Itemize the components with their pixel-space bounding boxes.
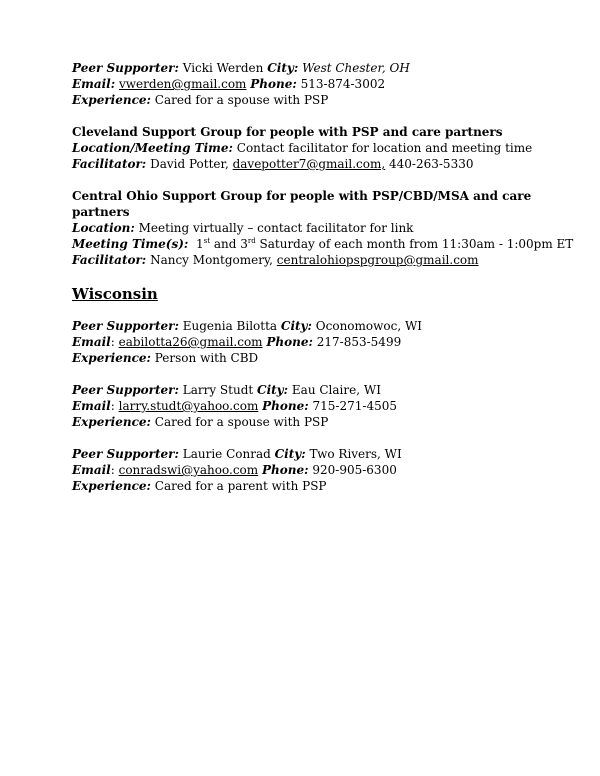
experience-label: Experience: xyxy=(72,415,151,429)
peer-supporter-entry: Peer Supporter: Laurie Conrad City: Two Rivers, WI Email: conradswi@yahoo.com Phone: 920-905-6300 Experience: Cared for a parent with PSP xyxy=(72,447,402,493)
meeting-time-first: 1 xyxy=(195,237,204,251)
peer-supporter-name: Vicki Werden xyxy=(182,61,264,75)
experience-value: Cared for a spouse with PSP xyxy=(154,415,329,429)
facilitator-name: David Potter, xyxy=(150,157,229,171)
facilitator-name: Nancy Montgomery, xyxy=(150,253,273,267)
experience-label: Experience: xyxy=(72,93,151,107)
meeting-time-label: Meeting Time(s): xyxy=(72,237,189,251)
email-label: Email: xyxy=(72,77,116,91)
facilitator-label: Facilitator: xyxy=(72,253,147,267)
peer-supporter-label: Peer Supporter: xyxy=(72,319,179,333)
meeting-time-rest: Saturday of each month from 11:30am - 1:00pm ET xyxy=(259,237,574,251)
email-link[interactable]: eabilotta26@gmail.com xyxy=(118,335,263,349)
facilitator-label: Facilitator: xyxy=(72,157,147,171)
phone-label: Phone: xyxy=(262,463,309,477)
support-group-title-line1: Central Ohio Support Group for people with PSP/CBD/MSA and care xyxy=(72,189,532,203)
email-link[interactable]: conradswi@yahoo.com xyxy=(118,463,259,477)
city-value: Two Rivers, WI xyxy=(309,447,402,461)
city-value: Eau Claire, WI xyxy=(291,383,381,397)
peer-supporter-name: Larry Studt xyxy=(182,383,254,397)
facilitator-email-link[interactable]: centralohiopspgroup@gmail.com xyxy=(276,253,479,267)
facilitator-email-link[interactable]: davepotter7@gmail.com, xyxy=(232,157,386,171)
peer-supporter-label: Peer Supporter: xyxy=(72,447,179,461)
email-label: Email xyxy=(72,335,111,349)
email-link[interactable]: larry.studt@yahoo.com xyxy=(118,399,259,413)
section-heading-wisconsin: Wisconsin xyxy=(72,285,158,303)
peer-supporter-name: Laurie Conrad xyxy=(182,447,271,461)
location-meeting-label: Location/Meeting Time: xyxy=(72,141,233,155)
experience-value: Cared for a parent with PSP xyxy=(154,479,327,493)
peer-supporter-label: Peer Supporter: xyxy=(72,383,179,397)
meeting-time-value xyxy=(192,237,573,251)
meeting-time-and-third: and 3 xyxy=(213,237,248,251)
email-label: Email xyxy=(72,463,111,477)
email-label: Email xyxy=(72,399,111,413)
phone-value: 513-874-3002 xyxy=(300,77,386,91)
peer-supporter-label: Peer Supporter: xyxy=(72,61,179,75)
experience-value: Cared for a spouse with PSP xyxy=(154,93,329,107)
peer-supporter-entry: Peer Supporter: Eugenia Bilotta City: Oconomowoc, WI Email: eabilotta26@gmail.com Phone: 217-853-5499 Experience: Person with CBD xyxy=(72,319,423,365)
phone-value: 920-905-6300 xyxy=(312,463,397,477)
experience-label: Experience: xyxy=(72,479,151,493)
city-value: West Chester, OH xyxy=(302,61,410,75)
phone-label: Phone: xyxy=(250,77,297,91)
document-page xyxy=(72,60,574,510)
location-label: Location: xyxy=(72,221,135,235)
facilitator-phone: 440-263-5330 xyxy=(389,157,474,171)
support-group-central-ohio xyxy=(72,188,574,268)
phone-label: Phone: xyxy=(266,335,313,349)
city-label: City: xyxy=(280,319,312,333)
support-group-title: Cleveland Support Group for people with PSP and care partners xyxy=(72,125,503,139)
peer-supporter-name: Eugenia Bilotta xyxy=(182,319,278,333)
phone-label: Phone: xyxy=(262,399,309,413)
location-value: Meeting virtually – contact facilitator for link xyxy=(138,221,414,235)
city-label: City: xyxy=(257,383,289,397)
city-value: Oconomowoc, WI xyxy=(315,319,423,333)
location-meeting-value: Contact facilitator for location and meeting time xyxy=(236,141,533,155)
phone-value: 715-271-4505 xyxy=(312,399,397,413)
experience-label: Experience: xyxy=(72,351,151,365)
support-group-title-line2: partners xyxy=(72,205,130,219)
city-label: City: xyxy=(274,447,306,461)
experience-value: Person with CBD xyxy=(154,351,259,365)
support-group-cleveland xyxy=(72,124,542,172)
city-label: City: xyxy=(267,61,299,75)
peer-supporter-entry: Peer Supporter: Larry Studt City: Eau Claire, WI Email: larry.studt@yahoo.com Phone: 715-271-4505 Experience: Cared for a spouse with PSP xyxy=(72,383,397,429)
phone-value: 217-853-5499 xyxy=(316,335,402,349)
meeting-time-third-sup: rd xyxy=(247,237,256,245)
peer-supporter-entry-vicki xyxy=(72,60,542,108)
email-link[interactable]: vwerden@gmail.com xyxy=(119,77,247,91)
meeting-time-first-sup: st xyxy=(203,237,211,245)
